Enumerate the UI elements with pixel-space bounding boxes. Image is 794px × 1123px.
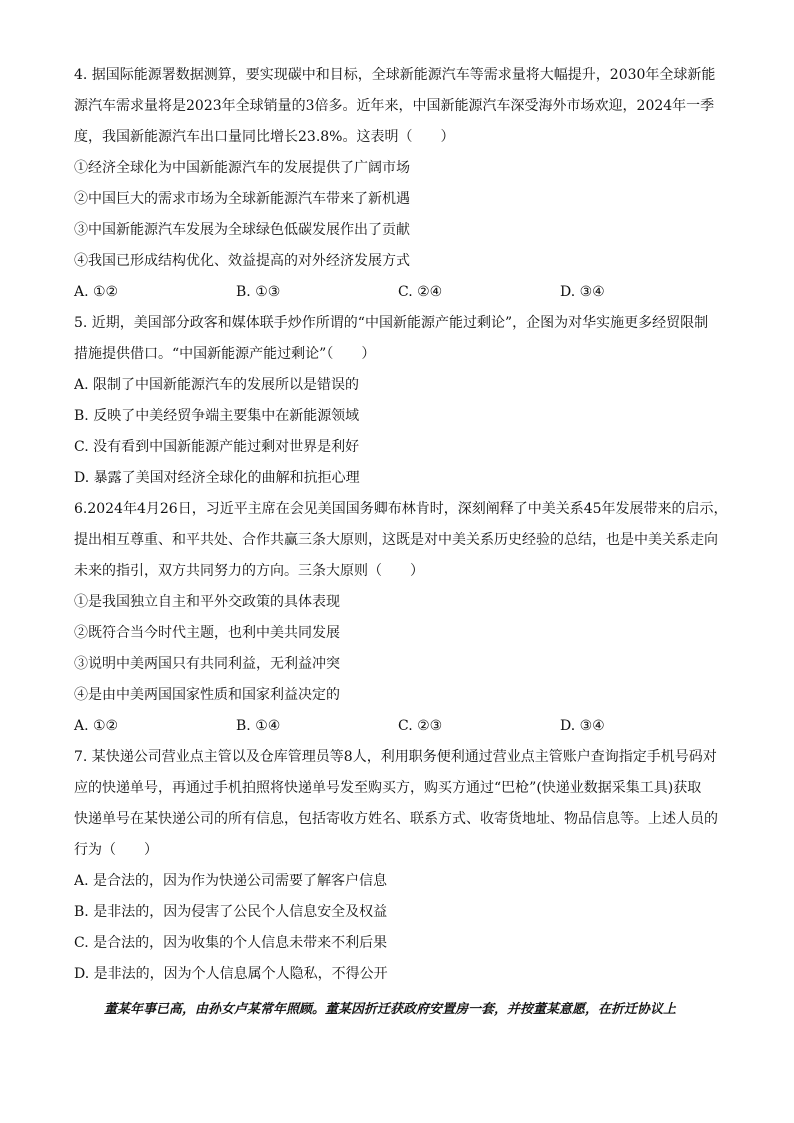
question-4-stem-line-1: 4. 据国际能源署数据测算，要实现碳中和目标，全球新能源汽车等需求量将大幅提升，2030年全球新能 [74, 67, 716, 83]
question-4-item-3: ③中国新能源汽车发展为全球绿色低碳发展作出了贡献 [74, 222, 410, 238]
question-4-option-d: D. ③④ [560, 284, 605, 300]
question-5-option-c: C. 没有看到中国新能源产能过剩对世界是利好 [74, 439, 360, 455]
question-5-option-a: A. 限制了中国新能源汽车的发展所以是错误的 [74, 377, 360, 393]
question-6-stem-line-2: 提出相互尊重、和平共处、合作共赢三条大原则，这既是对中美关系历史经验的总结，也是中美关系走向 [74, 532, 718, 548]
document-page [74, 60, 734, 990]
question-6-option-c: C. ②③ [398, 718, 443, 734]
question-7 [74, 742, 734, 990]
question-6-stem-line-3: 未来的指引，双方共同努力的方向。三条大原则（ ） [74, 563, 424, 579]
question-6-item-1: ①是我国独立自主和平外交政策的具体表现 [74, 594, 340, 610]
question-6 [74, 494, 734, 742]
question-7-option-b: B. 是非法的，因为侵害了公民个人信息安全及权益 [74, 904, 388, 920]
question-4 [74, 60, 734, 308]
question-6-item-4: ④是由中美两国国家性质和国家利益决定的 [74, 687, 340, 703]
question-7-stem-line-3: 快递单号在某快递公司的所有信息，包括寄收方姓名、联系方式、收寄货地址、物品信息等。上述人员的 [74, 811, 718, 827]
question-4-stem-line-3: 度，我国新能源汽车出口量同比增长23.8%。这表明（ ） [74, 129, 455, 145]
question-4-item-1: ①经济全球化为中国新能源汽车的发展提供了广阔市场 [74, 160, 410, 176]
question-5-option-d: D. 暴露了美国对经济全球化的曲解和抗拒心理 [74, 470, 360, 486]
question-6-option-d: D. ③④ [560, 718, 605, 734]
question-4-stem-line-2: 源汽车需求量将是2023年全球销量的3倍多。近年来，中国新能源汽车深受海外市场欢迎，2024年一季 [74, 98, 715, 114]
question-5-option-b: B. 反映了中美经贸争端主要集中在新能源领域 [74, 408, 360, 424]
question-6-option-a: A. ①② [74, 718, 119, 734]
question-5-stem-line-1: 5. 近期，美国部分政客和媒体联手炒作所谓的“中国新能源产能过剩论”，企图为对华实施更多经贸限制 [74, 315, 709, 331]
question-7-stem-line-4: 行为（ ） [74, 842, 158, 858]
question-7-stem-line-1: 7. 某快递公司营业点主管以及仓库管理员等8人，利用职务便利通过营业点主管账户查询指定手机号码对 [74, 749, 717, 765]
question-6-item-3: ③说明中美两国只有共同利益，无利益冲突 [74, 656, 340, 672]
question-7-option-c: C. 是合法的，因为收集的个人信息未带来不利后果 [74, 935, 388, 951]
question-5 [74, 308, 734, 494]
question-6-options [74, 711, 734, 742]
question-6-item-2: ②既符合当今时代主题，也利中美共同发展 [74, 625, 340, 641]
question-4-option-b: B. ①③ [236, 284, 281, 300]
question-7-stem-line-2: 应的快递单号，再通过手机拍照将快递单号发至购买方，购买方通过“巴枪”(快递业数据采集工具)获取 [74, 780, 702, 796]
next-question-passage: 董某年事已高，由孙女卢某常年照顾。董某因折迁获政府安置房一套，并按董某意愿，在折迁协议上 [104, 1002, 677, 1017]
question-4-option-a: A. ①② [74, 284, 119, 300]
question-4-item-2: ②中国巨大的需求市场为全球新能源汽车带来了新机遇 [74, 191, 410, 207]
question-4-item-4: ④我国已形成结构优化、效益提高的对外经济发展方式 [74, 253, 410, 269]
question-4-option-c: C. ②④ [398, 284, 443, 300]
question-5-stem-line-2: 措施提供借口。“中国新能源产能过剩论”（ ） [74, 346, 376, 362]
question-7-option-a: A. 是合法的，因为作为快递公司需要了解客户信息 [74, 873, 388, 889]
question-4-options [74, 277, 734, 308]
question-6-option-b: B. ①④ [236, 718, 281, 734]
question-7-option-d: D. 是非法的，因为个人信息属个人隐私，不得公开 [74, 966, 388, 982]
question-6-stem-line-1: 6.2024年4月26日，习近平主席在会见美国国务卿布林肯时，深刻阐释了中美关系45年发展带来的启示， [74, 501, 728, 517]
